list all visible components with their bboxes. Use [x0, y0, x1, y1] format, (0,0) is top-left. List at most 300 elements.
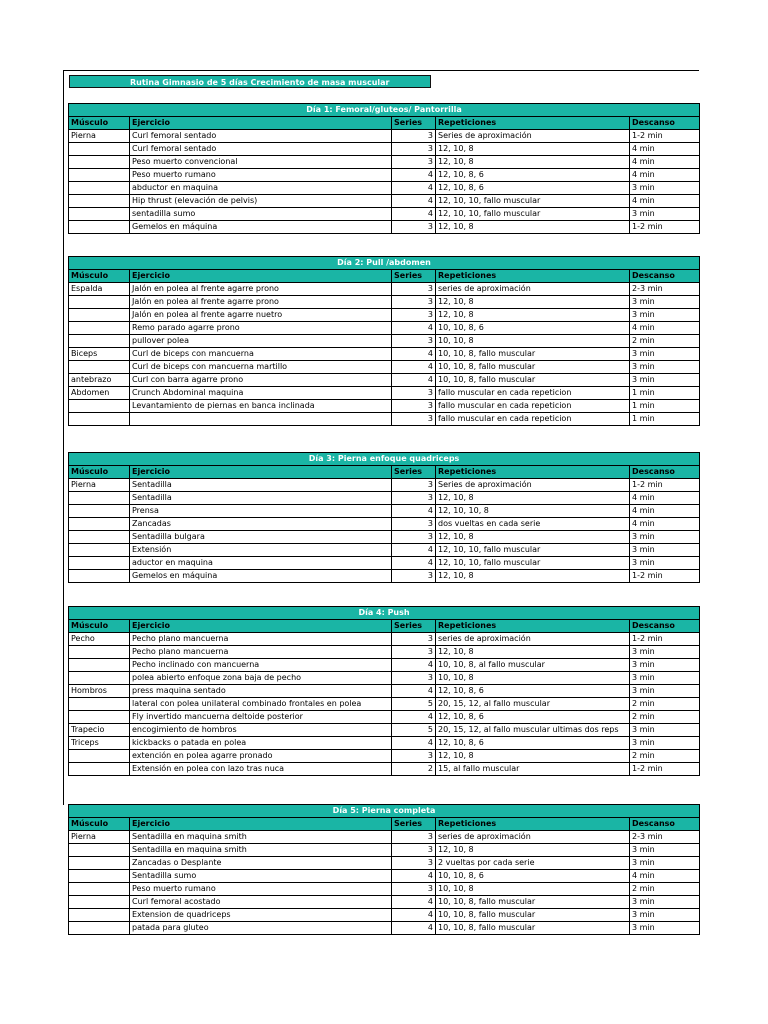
- table-row: [69, 844, 700, 857]
- exercise-cell: [130, 413, 392, 426]
- repetitions-cell: 15, al fallo muscular: [436, 763, 630, 776]
- muscle-cell: Pecho: [69, 633, 130, 646]
- day-3-table: [68, 452, 699, 583]
- exercise-cell: Jalón en polea al frente agarre nuetro: [130, 309, 392, 322]
- muscle-cell: [69, 143, 130, 156]
- series-cell: 3: [392, 857, 436, 870]
- repetitions-cell: 20, 15, 12, al fallo muscular ultimas dos reps: [436, 724, 630, 737]
- exercise-cell: lateral con polea unilateral combinado frontales en polea: [130, 698, 392, 711]
- series-cell: 4: [392, 322, 436, 335]
- muscle-cell: [69, 492, 130, 505]
- exercise-cell: Curl de biceps con mancuerna: [130, 348, 392, 361]
- series-cell: 3: [392, 492, 436, 505]
- rest-cell: 3 min: [630, 896, 700, 909]
- table-row: [69, 335, 700, 348]
- repetitions-cell: 10, 10, 8, fallo muscular: [436, 361, 630, 374]
- rest-cell: 1 min: [630, 387, 700, 400]
- exercise-cell: Pecho inclinado con mancuerna: [130, 659, 392, 672]
- exercise-cell: Gemelos en máquina: [130, 221, 392, 234]
- repetitions-cell: 12, 10, 10, fallo muscular: [436, 195, 630, 208]
- header-exercise: Ejercicio: [130, 270, 392, 283]
- exercise-cell: Fly invertido mancuerna deltoide posterior: [130, 711, 392, 724]
- repetitions-cell: 12, 10, 8: [436, 570, 630, 583]
- muscle-cell: [69, 169, 130, 182]
- rest-cell: 3 min: [630, 646, 700, 659]
- series-cell: 3: [392, 143, 436, 156]
- rest-cell: 2-3 min: [630, 831, 700, 844]
- series-cell: 2: [392, 763, 436, 776]
- routine-table: [68, 103, 700, 234]
- table-row: [69, 857, 700, 870]
- exercise-cell: Sentadilla en maquina smith: [130, 844, 392, 857]
- table-row: [69, 387, 700, 400]
- exercise-cell: Prensa: [130, 505, 392, 518]
- rest-cell: 1-2 min: [630, 221, 700, 234]
- rest-cell: 3 min: [630, 208, 700, 221]
- repetitions-cell: 10, 10, 8, 6: [436, 870, 630, 883]
- exercise-cell: Pecho plano mancuerna: [130, 633, 392, 646]
- muscle-cell: [69, 156, 130, 169]
- muscle-cell: [69, 883, 130, 896]
- exercise-cell: Sentadilla bulgara: [130, 531, 392, 544]
- rest-cell: 4 min: [630, 492, 700, 505]
- series-cell: 3: [392, 844, 436, 857]
- table-row: [69, 361, 700, 374]
- exercise-cell: polea abierto enfoque zona baja de pecho: [130, 672, 392, 685]
- exercise-cell: Sentadilla en maquina smith: [130, 831, 392, 844]
- table-row: [69, 870, 700, 883]
- repetitions-cell: 12, 10, 8: [436, 844, 630, 857]
- table-row: [69, 195, 700, 208]
- exercise-cell: Curl de biceps con mancuerna martillo: [130, 361, 392, 374]
- day-1-table: [68, 103, 699, 234]
- repetitions-cell: dos vueltas en cada serie: [436, 518, 630, 531]
- rest-cell: 3 min: [630, 557, 700, 570]
- repetitions-cell: 12, 10, 8: [436, 750, 630, 763]
- series-cell: 3: [392, 672, 436, 685]
- repetitions-cell: 12, 10, 10, fallo muscular: [436, 544, 630, 557]
- header-muscle: Músculo: [69, 620, 130, 633]
- table-row: [69, 348, 700, 361]
- exercise-cell: Extension de quadriceps: [130, 909, 392, 922]
- exercise-cell: Sentadilla: [130, 492, 392, 505]
- exercise-cell: Hip thrust (elevación de pelvis): [130, 195, 392, 208]
- series-cell: 5: [392, 724, 436, 737]
- rest-cell: 3 min: [630, 361, 700, 374]
- header-repetitions: Repeticiones: [436, 818, 630, 831]
- series-cell: 3: [392, 518, 436, 531]
- exercise-cell: sentadilla sumo: [130, 208, 392, 221]
- exercise-cell: Zancadas o Desplante: [130, 857, 392, 870]
- repetitions-cell: 10, 10, 8: [436, 672, 630, 685]
- rest-cell: 1 min: [630, 400, 700, 413]
- series-cell: 4: [392, 922, 436, 935]
- muscle-cell: [69, 922, 130, 935]
- series-cell: 3: [392, 400, 436, 413]
- muscle-cell: Trapecio: [69, 724, 130, 737]
- muscle-cell: Pierna: [69, 479, 130, 492]
- header-repetitions: Repeticiones: [436, 620, 630, 633]
- exercise-cell: Zancadas: [130, 518, 392, 531]
- table-row: [69, 505, 700, 518]
- repetitions-cell: 12, 10, 8, 6: [436, 685, 630, 698]
- day-title-row: [69, 257, 700, 270]
- rest-cell: 1 min: [630, 413, 700, 426]
- series-cell: 3: [392, 309, 436, 322]
- exercise-cell: abductor en maquina: [130, 182, 392, 195]
- day-title-row: [69, 607, 700, 620]
- table-row: [69, 883, 700, 896]
- repetitions-cell: fallo muscular en cada repeticion: [436, 400, 630, 413]
- day-title: Día 4: Push: [69, 607, 700, 620]
- series-cell: 4: [392, 711, 436, 724]
- rest-cell: 4 min: [630, 195, 700, 208]
- header-series: Series: [392, 117, 436, 130]
- day-title: Día 5: Pierna completa: [69, 805, 700, 818]
- series-cell: 3: [392, 221, 436, 234]
- table-row: [69, 570, 700, 583]
- column-header-row: [69, 818, 700, 831]
- muscle-cell: [69, 221, 130, 234]
- series-cell: 4: [392, 361, 436, 374]
- header-rest: Descanso: [630, 818, 700, 831]
- muscle-cell: [69, 896, 130, 909]
- repetitions-cell: 12, 10, 8: [436, 156, 630, 169]
- repetitions-cell: 12, 10, 8, 6: [436, 737, 630, 750]
- exercise-cell: kickbacks o patada en polea: [130, 737, 392, 750]
- frame-left-border: [63, 70, 64, 805]
- muscle-cell: Pierna: [69, 130, 130, 143]
- muscle-cell: [69, 909, 130, 922]
- table-row: [69, 909, 700, 922]
- repetitions-cell: 10, 10, 8, al fallo muscular: [436, 659, 630, 672]
- muscle-cell: [69, 763, 130, 776]
- day-title: Día 1: Femoral/gluteos/ Pantorrilla: [69, 104, 700, 117]
- repetitions-cell: 12, 10, 8: [436, 492, 630, 505]
- muscle-cell: [69, 711, 130, 724]
- series-cell: 3: [392, 156, 436, 169]
- muscle-cell: Biceps: [69, 348, 130, 361]
- repetitions-cell: 12, 10, 8, 6: [436, 169, 630, 182]
- muscle-cell: Espalda: [69, 283, 130, 296]
- series-cell: 3: [392, 283, 436, 296]
- header-muscle: Músculo: [69, 466, 130, 479]
- series-cell: 3: [392, 646, 436, 659]
- repetitions-cell: 10, 10, 8: [436, 883, 630, 896]
- muscle-cell: [69, 309, 130, 322]
- series-cell: 3: [392, 570, 436, 583]
- series-cell: 4: [392, 557, 436, 570]
- exercise-cell: extención en polea agarre pronado: [130, 750, 392, 763]
- repetitions-cell: 12, 10, 8: [436, 296, 630, 309]
- rest-cell: 2 min: [630, 883, 700, 896]
- table-row: [69, 309, 700, 322]
- series-cell: 4: [392, 182, 436, 195]
- repetitions-cell: 12, 10, 10, fallo muscular: [436, 557, 630, 570]
- table-row: [69, 322, 700, 335]
- table-row: [69, 479, 700, 492]
- table-row: [69, 400, 700, 413]
- rest-cell: 3 min: [630, 544, 700, 557]
- exercise-cell: pullover polea: [130, 335, 392, 348]
- table-row: [69, 763, 700, 776]
- rest-cell: 3 min: [630, 737, 700, 750]
- column-header-row: [69, 466, 700, 479]
- repetitions-cell: series de aproximación: [436, 633, 630, 646]
- rest-cell: 1-2 min: [630, 479, 700, 492]
- column-header-row: [69, 270, 700, 283]
- exercise-cell: Peso muerto convencional: [130, 156, 392, 169]
- table-row: [69, 531, 700, 544]
- rest-cell: 1-2 min: [630, 570, 700, 583]
- header-muscle: Músculo: [69, 270, 130, 283]
- rest-cell: 3 min: [630, 182, 700, 195]
- rest-cell: 3 min: [630, 309, 700, 322]
- muscle-cell: [69, 570, 130, 583]
- muscle-cell: [69, 672, 130, 685]
- series-cell: 4: [392, 909, 436, 922]
- header-rest: Descanso: [630, 270, 700, 283]
- header-series: Series: [392, 270, 436, 283]
- repetitions-cell: 12, 10, 8: [436, 531, 630, 544]
- exercise-cell: Jalón en polea al frente agarre prono: [130, 283, 392, 296]
- repetitions-cell: 12, 10, 8, 6: [436, 182, 630, 195]
- column-header-row: [69, 117, 700, 130]
- series-cell: 3: [392, 335, 436, 348]
- table-row: [69, 413, 700, 426]
- series-cell: 3: [392, 531, 436, 544]
- muscle-cell: [69, 296, 130, 309]
- series-cell: 4: [392, 685, 436, 698]
- rest-cell: 4 min: [630, 156, 700, 169]
- rest-cell: 2 min: [630, 711, 700, 724]
- header-series: Series: [392, 818, 436, 831]
- muscle-cell: [69, 857, 130, 870]
- table-row: [69, 221, 700, 234]
- rest-cell: 3 min: [630, 531, 700, 544]
- muscle-cell: [69, 195, 130, 208]
- repetitions-cell: fallo muscular en cada repeticion: [436, 413, 630, 426]
- series-cell: 3: [392, 633, 436, 646]
- muscle-cell: [69, 208, 130, 221]
- rest-cell: 4 min: [630, 870, 700, 883]
- muscle-cell: antebrazo: [69, 374, 130, 387]
- exercise-cell: Curl femoral sentado: [130, 130, 392, 143]
- exercise-cell: Levantamiento de piernas en banca inclinada: [130, 400, 392, 413]
- muscle-cell: Triceps: [69, 737, 130, 750]
- series-cell: 5: [392, 698, 436, 711]
- repetitions-cell: 12, 10, 8, 6: [436, 711, 630, 724]
- routine-table: [68, 452, 700, 583]
- table-row: [69, 633, 700, 646]
- exercise-cell: Curl femoral acostado: [130, 896, 392, 909]
- repetitions-cell: Series de aproximación: [436, 130, 630, 143]
- rest-cell: 2-3 min: [630, 283, 700, 296]
- rest-cell: 3 min: [630, 724, 700, 737]
- rest-cell: 2 min: [630, 335, 700, 348]
- day-title: Día 3: Pierna enfoque quadriceps: [69, 453, 700, 466]
- series-cell: 3: [392, 750, 436, 763]
- series-cell: 3: [392, 413, 436, 426]
- series-cell: 3: [392, 479, 436, 492]
- repetitions-cell: 12, 10, 10, 8: [436, 505, 630, 518]
- day-5-table: [68, 804, 699, 935]
- day-title-row: [69, 104, 700, 117]
- series-cell: 4: [392, 208, 436, 221]
- muscle-cell: [69, 659, 130, 672]
- header-rest: Descanso: [630, 117, 700, 130]
- day-title-row: [69, 805, 700, 818]
- rest-cell: 3 min: [630, 374, 700, 387]
- series-cell: 3: [392, 883, 436, 896]
- header-rest: Descanso: [630, 620, 700, 633]
- rest-cell: 4 min: [630, 143, 700, 156]
- header-exercise: Ejercicio: [130, 620, 392, 633]
- muscle-cell: [69, 322, 130, 335]
- series-cell: 4: [392, 374, 436, 387]
- repetitions-cell: 12, 10, 8: [436, 646, 630, 659]
- header-exercise: Ejercicio: [130, 117, 392, 130]
- muscle-cell: [69, 750, 130, 763]
- header-muscle: Músculo: [69, 117, 130, 130]
- exercise-cell: Sentadilla: [130, 479, 392, 492]
- table-row: [69, 896, 700, 909]
- muscle-cell: [69, 844, 130, 857]
- exercise-cell: Curl femoral sentado: [130, 143, 392, 156]
- exercise-cell: Remo parado agarre prono: [130, 322, 392, 335]
- exercise-cell: press maquina sentado: [130, 685, 392, 698]
- table-row: [69, 922, 700, 935]
- repetitions-cell: series de aproximación: [436, 283, 630, 296]
- table-row: [69, 685, 700, 698]
- muscle-cell: [69, 557, 130, 570]
- table-row: [69, 374, 700, 387]
- day-title-row: [69, 453, 700, 466]
- muscle-cell: Abdomen: [69, 387, 130, 400]
- rest-cell: 1-2 min: [630, 763, 700, 776]
- muscle-cell: Pierna: [69, 831, 130, 844]
- series-cell: 4: [392, 870, 436, 883]
- series-cell: 4: [392, 195, 436, 208]
- repetitions-cell: 10, 10, 8, 6: [436, 322, 630, 335]
- rest-cell: 4 min: [630, 322, 700, 335]
- repetitions-cell: 10, 10, 8, fallo muscular: [436, 348, 630, 361]
- muscle-cell: [69, 870, 130, 883]
- exercise-cell: aductor en maquina: [130, 557, 392, 570]
- rest-cell: 3 min: [630, 922, 700, 935]
- table-row: [69, 283, 700, 296]
- exercise-cell: Extensión en polea con lazo tras nuca: [130, 763, 392, 776]
- repetitions-cell: 12, 10, 10, fallo muscular: [436, 208, 630, 221]
- rest-cell: 3 min: [630, 672, 700, 685]
- muscle-cell: [69, 182, 130, 195]
- rest-cell: 4 min: [630, 505, 700, 518]
- exercise-cell: Peso muerto rumano: [130, 169, 392, 182]
- routine-table: [68, 606, 700, 776]
- muscle-cell: [69, 361, 130, 374]
- table-row: [69, 737, 700, 750]
- muscle-cell: [69, 505, 130, 518]
- header-exercise: Ejercicio: [130, 466, 392, 479]
- repetitions-cell: 12, 10, 8: [436, 309, 630, 322]
- day-title: Día 2: Pull /abdomen: [69, 257, 700, 270]
- exercise-cell: patada para gluteo: [130, 922, 392, 935]
- rest-cell: 4 min: [630, 169, 700, 182]
- series-cell: 4: [392, 896, 436, 909]
- exercise-cell: Peso muerto rumano: [130, 883, 392, 896]
- repetitions-cell: Series de aproximación: [436, 479, 630, 492]
- table-row: [69, 130, 700, 143]
- exercise-cell: Curl con barra agarre prono: [130, 374, 392, 387]
- repetitions-cell: 12, 10, 8: [436, 221, 630, 234]
- routine-table: [68, 804, 700, 935]
- header-series: Series: [392, 466, 436, 479]
- muscle-cell: [69, 413, 130, 426]
- repetitions-cell: 12, 10, 8: [436, 143, 630, 156]
- header-exercise: Ejercicio: [130, 818, 392, 831]
- rest-cell: 3 min: [630, 857, 700, 870]
- header-repetitions: Repeticiones: [436, 117, 630, 130]
- rest-cell: 3 min: [630, 296, 700, 309]
- header-rest: Descanso: [630, 466, 700, 479]
- muscle-cell: [69, 698, 130, 711]
- rest-cell: 3 min: [630, 844, 700, 857]
- rest-cell: 4 min: [630, 518, 700, 531]
- rest-cell: 3 min: [630, 909, 700, 922]
- muscle-cell: [69, 518, 130, 531]
- series-cell: 4: [392, 348, 436, 361]
- table-row: [69, 557, 700, 570]
- muscle-cell: Hombros: [69, 685, 130, 698]
- rest-cell: 2 min: [630, 750, 700, 763]
- muscle-cell: [69, 544, 130, 557]
- exercise-cell: Pecho plano mancuerna: [130, 646, 392, 659]
- muscle-cell: [69, 531, 130, 544]
- exercise-cell: Crunch Abdominal maquina: [130, 387, 392, 400]
- table-row: [69, 208, 700, 221]
- series-cell: 4: [392, 544, 436, 557]
- series-cell: 4: [392, 505, 436, 518]
- exercise-cell: Gemelos en máquina: [130, 570, 392, 583]
- exercise-cell: encogimiento de hombros: [130, 724, 392, 737]
- header-repetitions: Repeticiones: [436, 270, 630, 283]
- repetitions-cell: 2 vueltas por cada serie: [436, 857, 630, 870]
- rest-cell: 2 min: [630, 698, 700, 711]
- table-row: [69, 724, 700, 737]
- repetitions-cell: 10, 10, 8, fallo muscular: [436, 922, 630, 935]
- header-repetitions: Repeticiones: [436, 466, 630, 479]
- exercise-cell: Sentadilla sumo: [130, 870, 392, 883]
- table-row: [69, 169, 700, 182]
- table-row: [69, 646, 700, 659]
- repetitions-cell: 20, 15, 12, al fallo muscular: [436, 698, 630, 711]
- column-header-row: [69, 620, 700, 633]
- routine-title: Rutina Gimnasio de 5 días Crecimiento de masa muscular: [69, 75, 431, 88]
- table-row: [69, 143, 700, 156]
- series-cell: 4: [392, 169, 436, 182]
- series-cell: 3: [392, 387, 436, 400]
- rest-cell: 3 min: [630, 685, 700, 698]
- table-row: [69, 296, 700, 309]
- table-row: [69, 544, 700, 557]
- muscle-cell: [69, 646, 130, 659]
- rest-cell: 3 min: [630, 659, 700, 672]
- repetitions-cell: fallo muscular en cada repeticion: [436, 387, 630, 400]
- header-series: Series: [392, 620, 436, 633]
- table-row: [69, 711, 700, 724]
- exercise-cell: Extensión: [130, 544, 392, 557]
- table-row: [69, 698, 700, 711]
